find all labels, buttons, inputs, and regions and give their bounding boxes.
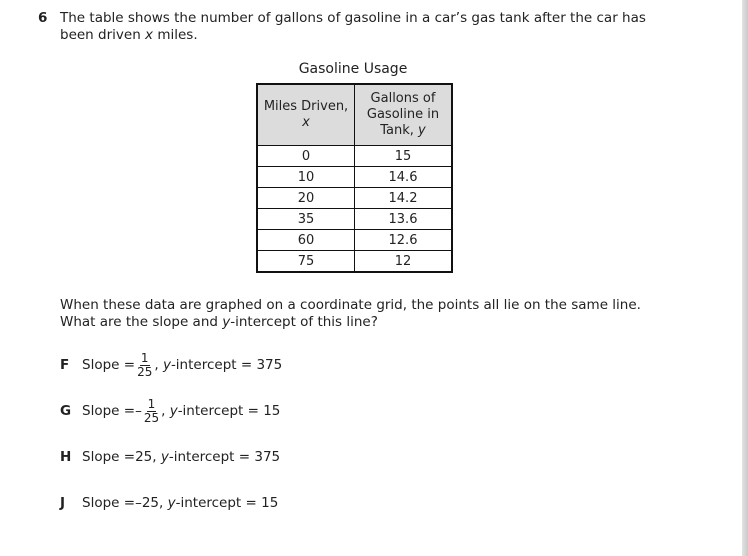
slope-value: –25: [135, 495, 159, 511]
gallons-cell: 12: [355, 251, 453, 273]
intercept-var: y: [167, 495, 176, 511]
choice-h[interactable]: [60, 440, 280, 474]
miles-cell: 10: [257, 167, 355, 188]
choice-letter: J: [60, 495, 66, 511]
fraction-numerator: 1: [140, 350, 149, 365]
intercept-text: -intercept = 15: [175, 495, 279, 511]
slope-fraction: [136, 352, 153, 379]
intercept-var: y: [169, 403, 178, 419]
table-row: [257, 188, 452, 209]
table-header-row: [257, 84, 452, 146]
gallons-cell: 14.6: [355, 167, 453, 188]
choice-g[interactable]: [60, 394, 280, 428]
table-row: [257, 230, 452, 251]
prompt-text-1: When these data are graphed on a coordinate grid, the points all lie on the same line. What are the slope and: [60, 297, 641, 330]
fraction-denominator: 25: [143, 410, 160, 425]
choice-j[interactable]: [60, 486, 278, 520]
stem-text-2: miles.: [153, 27, 198, 43]
prompt-text-2: -intercept of this line?: [230, 314, 378, 330]
choice-letter: G: [60, 403, 72, 419]
table-row: [257, 167, 452, 188]
slope-label: Slope =: [82, 495, 136, 511]
stem-text-1: The table shows the number of gallons of gasoline in a car’s gas tank after the car has been driven: [60, 10, 646, 43]
gallons-cell: 14.2: [355, 188, 453, 209]
miles-cell: 75: [257, 251, 355, 273]
question-number: 6: [38, 10, 48, 26]
slope-fraction: [143, 398, 160, 425]
slope-label: Slope =: [82, 403, 136, 419]
miles-cell: 35: [257, 209, 355, 230]
choice-letter: F: [60, 357, 70, 373]
gallons-cell: 12.6: [355, 230, 453, 251]
question-stem: [60, 10, 670, 44]
miles-cell: 0: [257, 146, 355, 167]
header-gallons: [355, 84, 453, 146]
comma: ,: [159, 495, 168, 511]
intercept-text: -intercept = 375: [170, 357, 283, 373]
prompt-var: y: [222, 314, 231, 330]
header-miles-var: x: [302, 115, 310, 130]
slope-sign: –: [135, 403, 142, 419]
intercept-var: y: [162, 357, 171, 373]
gallons-cell: 13.6: [355, 209, 453, 230]
comma: ,: [152, 449, 161, 465]
stem-var: x: [145, 27, 154, 43]
question-prompt: [60, 297, 680, 331]
gasoline-table: [256, 83, 453, 273]
miles-cell: 60: [257, 230, 355, 251]
slope-label: Slope =: [82, 449, 136, 465]
header-gallons-text: Gallons of Gasoline in Tank, y: [366, 91, 440, 138]
slope-value: 25: [135, 449, 153, 465]
intercept-text: -intercept = 15: [177, 403, 281, 419]
gallons-cell: 15: [355, 146, 453, 167]
comma: ,: [154, 357, 163, 373]
page-edge: [742, 0, 748, 556]
table-row: [257, 209, 452, 230]
header-miles-text: Miles Driven,: [263, 99, 349, 114]
table-row: [257, 146, 452, 167]
comma: ,: [161, 403, 170, 419]
header-miles: [257, 84, 355, 146]
fraction-denominator: 25: [137, 364, 153, 379]
choice-f[interactable]: [60, 348, 282, 382]
fraction-numerator: 1: [147, 396, 156, 411]
table-row: [257, 251, 452, 273]
intercept-text: -intercept = 375: [168, 449, 281, 465]
table-title: Gasoline Usage: [298, 61, 408, 77]
choice-letter: H: [60, 449, 72, 465]
header-gallons-var: y: [418, 123, 426, 138]
intercept-var: y: [160, 449, 169, 465]
slope-label: Slope =: [82, 357, 136, 373]
miles-cell: 20: [257, 188, 355, 209]
